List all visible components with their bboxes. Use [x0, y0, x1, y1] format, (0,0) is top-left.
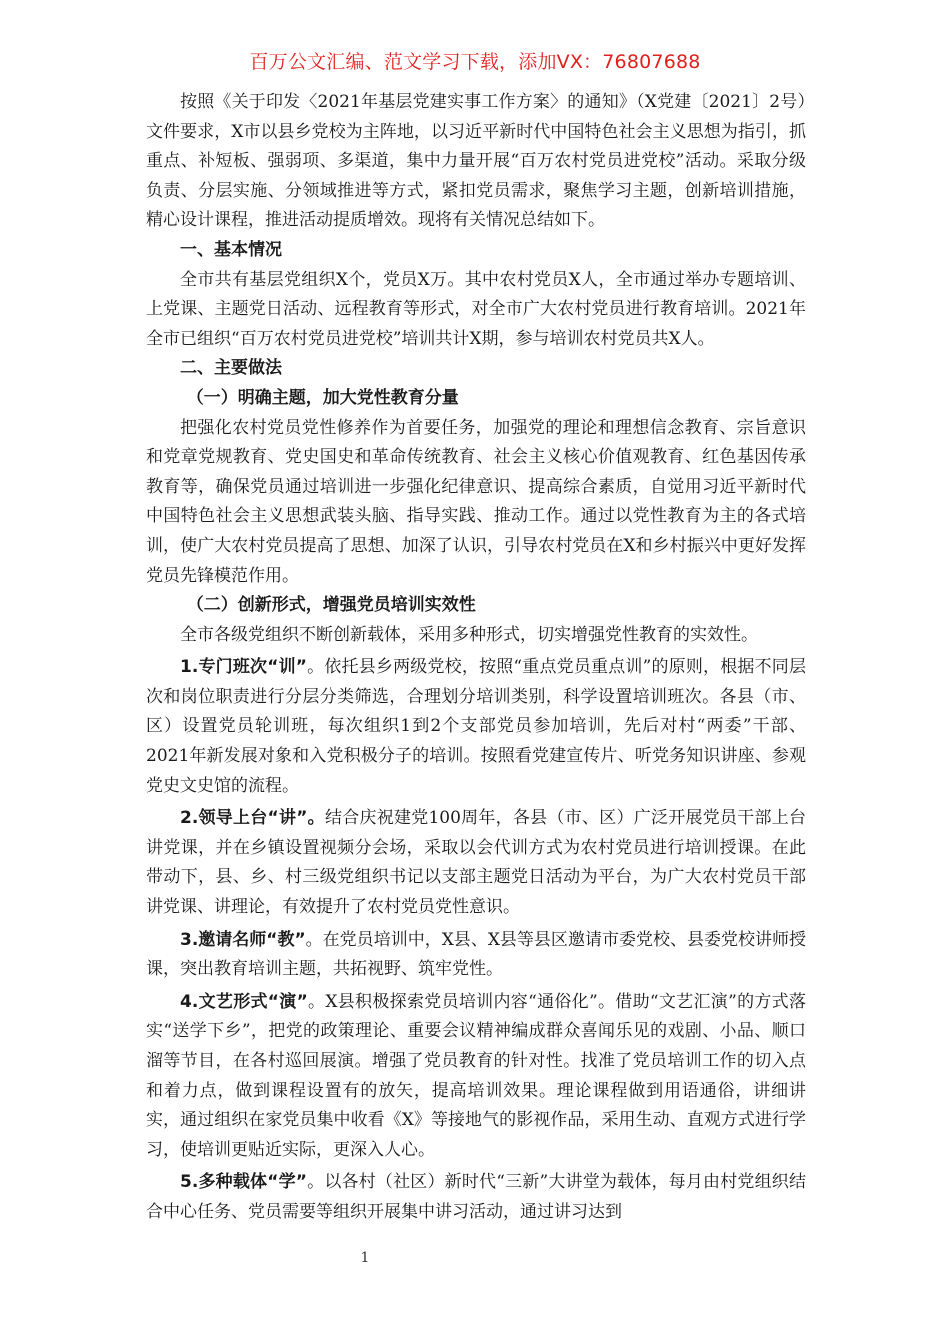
subsection-heading-theme: （一）明确主题，加大党性教育分量 — [186, 387, 459, 408]
item-lead: 5.多种载体“学” — [180, 1172, 307, 1193]
section-heading-basic-situation: 一、基本情况 — [180, 239, 282, 260]
list-item — [146, 653, 806, 801]
item-lead: 2.领导上台“讲”。 — [180, 808, 325, 829]
basic-situation-paragraph: 全市共有基层党组织X个，党员X万。其中农村党员X人，全市通过举办专题培训、上党课、主题党日活动、远程教育等形式，对全市广大农村党员进行教育培训。2021年全市已组织“百万农村党员进党校”培训共计X期，参与培训农村党员共X人。 — [146, 269, 806, 349]
list-item — [146, 988, 806, 1166]
item-text: 。X县积极探索党员培训内容“通俗化”。借助“文艺汇演”的方式落实“送学下乡”，把党的政策理论、重要会议精神编成群众喜闻乐见的戏剧、小品、顺口溜等节目，在各村巡回展演。增强了党员教育的针对性。找准了党员培训工作的切入点和着力点，做到课程设置有的放矢，提高培训效果。理论课程做到用语通俗，讲细讲实，通过组织在家党员集中收看《X》等接地气的影视作品，采用生动、直观方式进行学习，使培训更贴近实际，更深入人心。 — [146, 991, 806, 1160]
section-heading-main-practices: 二、主要做法 — [180, 358, 282, 379]
theme-paragraph: 把强化农村党员党性修养作为首要任务，加强党的理论和理想信念教育、宗旨意识和党章党规教育、党史国史和革命传统教育、社会主义核心价值观教育、红色基因传承教育等，确保党员通过培训进一步强化纪律意识、提高综合素质，自觉用习近平新时代中国特色社会主义思想武装头脑、指导实践、推动工作。通过以党性教育为主的各式培训，使广大农村党员提高了思想、加深了认识，引导农村党员在X和乡村振兴中更好发挥党员先锋模范作用。 — [146, 417, 806, 586]
list-item — [146, 926, 806, 985]
item-lead: 1.专门班次“训” — [180, 657, 307, 678]
list-item — [146, 804, 806, 922]
item-text: 结合庆祝建党100周年，各县（市、区）广泛开展党员干部上台讲党课，并在乡镇设置视频分会场，采取以会代训方式为农村党员进行培训授课。在此带动下，县、乡、村三级党组织书记以支部主题党日活动为平台，为广大农村党员干部讲党课、讲理论，有效提升了农村党员党性意识。 — [146, 808, 807, 918]
page-number: 1 — [360, 1250, 370, 1266]
intro-paragraph: 按照《关于印发〈2021年基层党建实事工作方案〉的通知》（X党建〔2021〕2号）文件要求，X市以县乡党校为主阵地，以习近平新时代中国特色社会主义思想为指引，抓重点、补短板、强弱项、多渠道，集中力量开展“百万农村党员进党校”活动。采取分级负责、分层实施、分领域推进等方式，紧扣党员需求，聚焦学习主题，创新培训措施，精心设计课程，推进活动提质增效。现将有关情况总结如下。 — [146, 92, 806, 231]
item-text: 。以各村（社区）新时代“三新”大讲堂为载体，每月由村党组织结合中心任务、党员需要等组织开展集中讲习活动，通过讲习达到 — [146, 1172, 806, 1222]
document-body — [146, 88, 806, 1228]
item-lead: 3.邀请名师“教” — [180, 929, 306, 950]
subsection-heading-innovation: （二）创新形式，增强党员培训实效性 — [186, 595, 476, 616]
item-lead: 4.文艺形式“演” — [180, 991, 308, 1012]
list-item — [146, 1168, 806, 1227]
item-text: 。在党员培训中，X县、X县等县区邀请市委党校、县委党校讲师授课，突出教育培训主题，共拓视野、筑牢党性。 — [146, 929, 806, 980]
watermark-banner: 百万公文汇编、范文学习下载，添加VX：76807688 — [249, 51, 701, 73]
innovation-paragraph: 全市各级党组织不断创新载体，采用多种形式，切实增强党性教育的实效性。 — [180, 624, 758, 645]
item-text: 。依托县乡两级党校，按照“重点党员重点训”的原则，根据不同层次和岗位职责进行分层分类筛选，合理划分培训类别，科学设置培训班次。各县（市、区）设置党员轮训班，每次组织1到2个支部党员参加培训，先后对村“两委”干部、2021年新发展对象和入党积极分子的培训。按照看党建宣传片、听党务知识讲座、参观党史文史馆的流程。 — [146, 657, 806, 796]
